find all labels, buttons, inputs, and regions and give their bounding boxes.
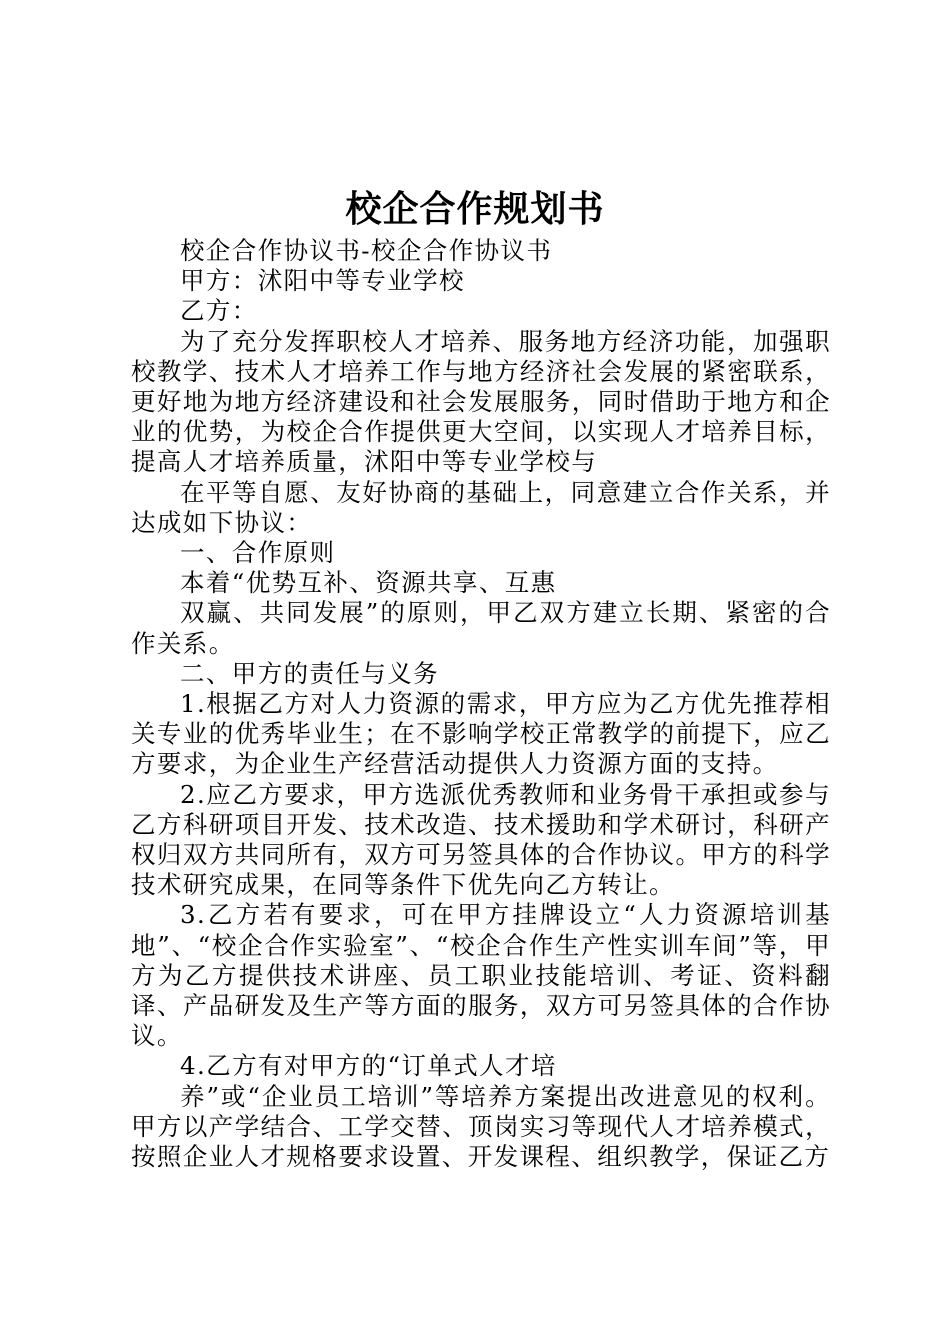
- paragraph: 乙方：: [180, 296, 258, 326]
- paragraph: 甲方：沭阳中等专业学校: [180, 266, 465, 296]
- document-body: [131, 236, 831, 1172]
- paragraph: 为了充分发挥职校人才培养、服务地方经济功能，加强职校教学、技术人才培养工作与地方经济社会发展的紧密联系，更好地为地方经济建设和社会发展服务，同时借助于地方和企业的优势，为校企合作提供更大空间，以实现人才培养目标，提高人才培养质量，沭阳中等专业学校与: [131, 326, 831, 477]
- paragraph: 2.应乙方要求，甲方选派优秀教师和业务骨干承担或参与乙方科研项目开发、技术改造、技术援助和学术研讨，科研产权归双方共同所有，双方可另签具体的合作协议。甲方的科学技术研究成果，在同等条件下优先向乙方转让。: [131, 779, 831, 900]
- paragraph: 二、甲方的责任与义务: [180, 658, 439, 688]
- paragraph: 校企合作协议书-校企合作协议书: [180, 236, 553, 265]
- paragraph: 本着“优势互补、资源共享、互惠: [180, 568, 557, 598]
- paragraph: 4.乙方有对甲方的“订单式人才培: [180, 1051, 557, 1081]
- paragraph: 3.乙方若有要求，可在甲方挂牌设立“人力资源培训基地”、“校企合作实验室”、“校企合作生产性实训车间”等，甲方为乙方提供技术讲座、员工职业技能培训、考证、资料翻译、产品研发及生产等方面的服务，双方可另签具体的合作协议。: [131, 900, 831, 1051]
- paragraph: 一、合作原则: [180, 538, 336, 568]
- paragraph: 1.根据乙方对人力资源的需求，甲方应为乙方优先推荐相关专业的优秀毕业生；在不影响学校正常教学的前提下，应乙方要求，为企业生产经营活动提供人力资源方面的支持。: [131, 689, 831, 779]
- paragraph: 在平等自愿、友好协商的基础上，同意建立合作关系，并达成如下协议：: [131, 477, 831, 537]
- paragraph: 养”或“企业员工培训”等培养方案提出改进意见的权利。甲方以产学结合、工学交替、顶岗实习等现代人才培养模式，按照企业人才规格要求设置、开发课程、组织教学，保证乙方: [131, 1081, 831, 1172]
- paragraph: 双赢、共同发展”的原则，甲乙双方建立长期、紧密的合作关系。: [131, 598, 831, 658]
- document-title: 校企合作规划书: [345, 188, 605, 230]
